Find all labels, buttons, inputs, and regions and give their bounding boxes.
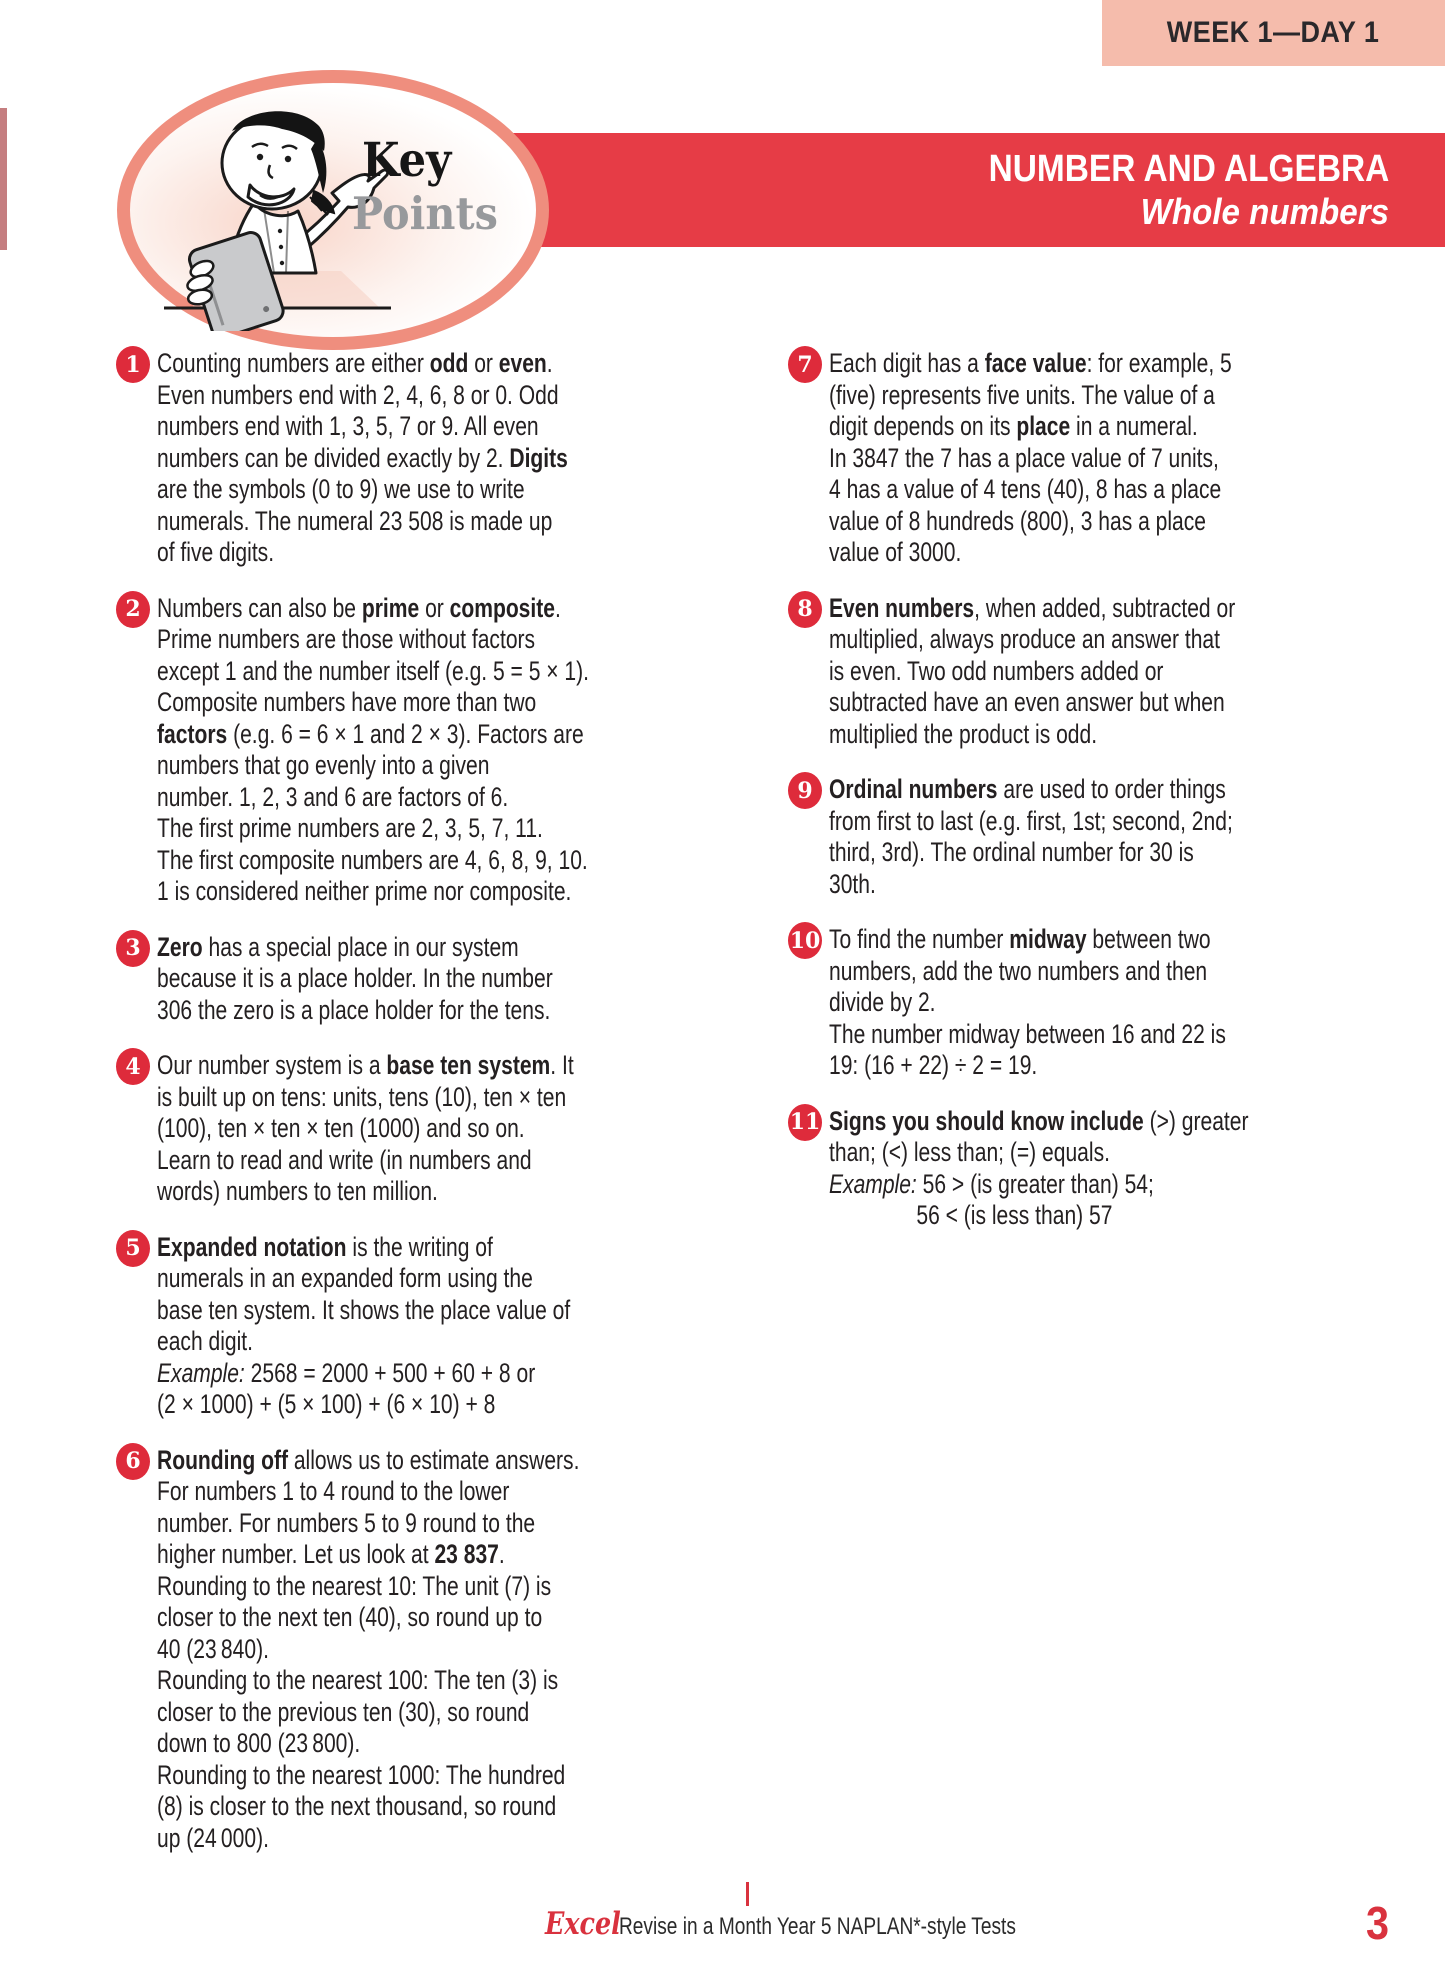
point-line [157,1571,579,1603]
text-segment: numerals. The numeral 23 508 is made up [157,505,553,536]
point-line [829,1019,1226,1051]
text-segment: are the symbols (0 to 9) we use to write [157,474,525,504]
text-segment: each digit. [157,1326,254,1356]
point-line [829,1050,1226,1082]
text-segment: prime [361,592,420,623]
text-segment: Digits [509,442,568,473]
text-segment: digit depends on its [829,411,1017,441]
point-item [116,348,636,569]
point-line [157,813,589,845]
text-segment: 19: (16 + 22) ÷ 2 = 19. [829,1050,1038,1080]
text-segment: numerals in an expanded form using the [157,1263,533,1293]
point-item [788,774,1308,900]
point-line [157,1113,574,1145]
point-line [829,474,1232,506]
point-line [157,1326,570,1358]
point-line [157,656,589,688]
point-line [157,474,568,506]
text-segment: Rounding to the nearest 1000: The hundred [157,1759,566,1790]
point-line [157,963,553,995]
text-segment: Example: [829,1168,917,1199]
point-text [829,924,1338,1082]
point-item [788,1106,1308,1232]
point-line [157,1791,579,1823]
text-segment: number. For numbers 5 to 9 round to the [157,1507,536,1538]
point-line [829,656,1235,688]
text-segment: 1 is considered neither prime nor composite. [157,876,572,906]
text-segment: third, 3rd). The ordinal number for 30 is [829,837,1194,867]
point-text [157,932,664,1027]
point-line [157,1476,579,1508]
text-segment: is the writing of [346,1231,493,1262]
text-segment: Numbers can also be [157,592,362,623]
text-segment: Rounding to the nearest 10: The unit (7) is [157,1570,552,1601]
text-segment: odd [429,348,469,378]
point-line [157,932,553,964]
point-number-badge: 6 [116,1443,150,1480]
point-line [829,380,1232,412]
text-segment: Expanded notation [157,1231,347,1262]
point-line [157,1539,579,1571]
point-item [788,348,1308,569]
text-segment: , when added, subtracted or [974,592,1236,623]
text-segment: 30th. [829,868,876,899]
point-line [829,411,1232,443]
text-segment: Prime numbers are those without factors [157,624,536,654]
text-segment: (8) is closer to the next thousand, so round [157,1791,557,1821]
text-segment: Example: [157,1357,245,1388]
book-title-text: Revise in a Month Year 5 NAPLAN*-style Tests [619,1913,1016,1940]
text-segment: or [419,592,450,623]
text-segment: numbers, add the two numbers and then [829,955,1208,986]
text-segment: value of 8 hundreds (800), 3 has a place [829,505,1206,536]
point-line [157,1295,570,1327]
text-segment: between two [1086,924,1211,954]
point-line [829,1137,1249,1169]
text-segment: For numbers 1 to 4 round to the lower [157,1476,510,1506]
week-day-banner [1102,0,1445,66]
key-points-oval [117,70,549,350]
point-line [157,1760,579,1792]
text-segment: . [546,348,553,378]
point-number-badge: 5 [116,1230,150,1267]
text-segment: To find the number [829,924,1010,954]
text-segment: composite [449,592,555,623]
text-segment: is even. Two odd numbers added or [829,655,1164,686]
text-segment: subtracted have an even answer but when [829,687,1225,717]
point-line [157,1232,570,1264]
text-segment: words) numbers to ten million. [157,1176,438,1206]
text-segment: are used to order things [997,774,1226,804]
text-segment: Each digit has a [829,348,985,378]
point-line [157,1176,574,1208]
point-line [157,719,589,751]
text-segment: except 1 and the number itself (e.g. 5 = 5 × 1). [157,655,589,686]
point-number-badge: 2 [116,591,150,628]
topic-subtitle: Whole numbers [1140,191,1389,232]
point-line [157,380,568,412]
text-segment: . [498,1539,505,1569]
text-segment: number. 1, 2, 3 and 6 are factors of 6. [157,781,509,812]
text-segment: 56 > (is greater than) 54; [916,1168,1154,1199]
points-label: Points [352,187,498,240]
point-line [829,506,1232,538]
text-segment: Learn to read and write (in numbers and [157,1144,532,1175]
point-line [157,750,589,782]
point-line [157,506,568,538]
point-line [157,995,553,1027]
point-line [157,443,568,475]
point-number-badge: 9 [788,772,822,809]
point-line [157,348,568,380]
point-line [829,774,1233,806]
point-line [829,837,1233,869]
point-text [157,1050,691,1208]
point-line [829,987,1226,1019]
text-segment: than; (<) less than; (=) equals. [829,1137,1110,1167]
point-line [157,1634,579,1666]
text-segment: base ten system [386,1050,551,1080]
text-segment: midway [1009,924,1087,954]
point-line [829,624,1235,656]
text-segment: factors [157,718,228,749]
point-line [157,1358,570,1390]
point-number-badge: 11 [788,1104,822,1141]
text-segment: The number midway between 16 and 22 is [829,1018,1226,1049]
point-item [788,593,1308,751]
text-segment: because it is a place holder. In the number [157,963,553,993]
point-line [157,1665,579,1697]
left-edge-accent-bar [0,108,7,250]
point-line [829,719,1235,751]
point-line [157,1697,579,1729]
text-segment: (>) greater [1143,1105,1249,1136]
point-item [116,593,636,908]
text-segment: : for example, 5 [1086,348,1232,378]
text-segment: numbers end with 1, 3, 5, 7 or 9. All even [157,411,539,441]
point-line [829,593,1235,625]
point-line [157,1050,574,1082]
point-text [157,348,684,569]
point-line [829,1106,1249,1138]
point-line [157,1389,570,1421]
point-number-badge: 3 [116,930,150,967]
text-segment: place [1016,411,1071,441]
text-segment: Signs you should know include [829,1105,1144,1136]
point-text [829,593,1350,751]
text-segment: (five) represents five units. The value of a [829,379,1215,410]
page-number: 3 [1366,1897,1390,1949]
point-item [116,1445,636,1855]
text-segment: from first to last (e.g. first, 1st; second, 2nd; [829,805,1233,836]
point-line [157,782,589,814]
text-segment: (e.g. 6 = 6 × 1 and 2 × 3). Factors are [227,718,584,749]
text-segment: (100), ten × ten × ten (1000) and so on. [157,1113,525,1143]
key-label: Key [362,133,452,188]
point-line [829,1200,1249,1232]
text-segment: Rounding to the nearest 100: The ten (3) is [157,1665,559,1695]
text-segment: closer to the next ten (40), so round up to [157,1602,543,1632]
week-day-label: WEEK 1—DAY 1 [1167,16,1380,49]
text-segment: Ordinal numbers [829,774,998,804]
text-segment: . It [550,1050,574,1080]
point-line [829,687,1235,719]
text-segment: or [468,348,499,378]
point-line [157,1823,579,1855]
text-segment: multiplied the product is odd. [829,718,1098,749]
point-line [157,537,568,569]
point-number-badge: 8 [788,591,822,628]
text-segment: 2568 = 2000 + 500 + 60 + 8 or [244,1357,536,1388]
text-segment: closer to the previous ten (30), so round [157,1696,530,1727]
point-number-badge: 4 [116,1048,150,1085]
point-line [157,876,589,908]
point-number-badge: 1 [116,346,150,383]
point-line [829,443,1232,475]
text-segment: . [554,592,561,623]
point-line [829,956,1226,988]
point-text [157,593,711,908]
point-line [829,348,1232,380]
point-line [157,411,568,443]
point-text [157,1232,687,1421]
point-line [157,1145,574,1177]
text-segment: Rounding off [157,1444,288,1475]
strand-title: NUMBER AND ALGEBRA [988,148,1389,190]
text-segment: In 3847 the 7 has a place value of 7 units, [829,442,1219,473]
text-segment: multiplied, always produce an answer that [829,624,1220,654]
footer-tick-mark [746,1882,749,1906]
text-segment: divide by 2. [829,987,936,1017]
point-number-badge: 7 [788,346,822,383]
point-line [829,537,1232,569]
text-segment: Counting numbers are either [157,348,430,378]
text-segment: 40 (23 840). [157,1633,269,1664]
text-segment: numbers can be divided exactly by 2. [157,442,510,473]
point-line [157,845,589,877]
point-line [829,924,1226,956]
point-line [157,624,589,656]
text-segment: numbers that go evenly into a given [157,750,490,780]
point-item [116,1232,636,1421]
text-segment: The first prime numbers are 2, 3, 5, 7, 11. [157,813,543,843]
point-item [116,1050,636,1208]
text-segment: higher number. Let us look at [157,1539,435,1569]
text-segment: The first composite numbers are 4, 6, 8, 9, 10. [157,844,588,875]
point-line [157,1602,579,1634]
text-segment: base ten system. It shows the place value of [157,1294,571,1325]
text-segment: allows us to estimate answers. [287,1444,580,1475]
text-segment: down to 800 (23 800). [157,1728,361,1758]
text-segment: 23 837 [434,1539,499,1569]
text-segment: Zero [157,931,203,962]
text-segment: 56 < (is less than) 57 [916,1200,1113,1230]
text-segment: is built up on tens: units, tens (10), ten × ten [157,1081,567,1112]
text-segment: of five digits. [157,537,275,567]
text-segment: has a special place in our system [202,931,519,962]
point-text [157,1445,699,1855]
text-segment: Composite numbers have more than two [157,687,537,717]
text-segment: (2 × 1000) + (5 × 100) + (6 × 10) + 8 [157,1389,496,1419]
points-column-left [116,348,636,1854]
point-item [788,924,1308,1082]
text-segment: in a numeral. [1070,411,1198,441]
point-line [157,1445,579,1477]
point-text [829,774,1347,900]
point-line [157,593,589,625]
points-column-right [788,348,1308,1232]
text-segment: Even numbers end with 2, 4, 6, 8 or 0. Odd [157,379,559,410]
text-segment: face value [984,348,1087,378]
point-line [829,1169,1249,1201]
point-line [157,1263,570,1295]
text-segment: Even numbers [829,592,975,623]
text-segment: 306 the zero is a place holder for the tens. [157,994,551,1025]
brand-logo-text: Excel [545,1906,621,1942]
point-text [829,1106,1367,1232]
point-line [829,806,1233,838]
text-segment: Our number system is a [157,1050,387,1080]
point-line [157,1082,574,1114]
point-line [157,1508,579,1540]
point-line [157,1728,579,1760]
point-item [116,932,636,1027]
text-segment: 4 has a value of 4 tens (40), 8 has a place [829,474,1222,504]
text-segment: value of 3000. [829,537,962,567]
point-text [829,348,1345,569]
point-number-badge: 10 [788,922,822,959]
point-line [157,687,589,719]
text-segment: up (24 000). [157,1822,269,1853]
point-line [829,869,1233,901]
text-segment: even [498,348,547,378]
